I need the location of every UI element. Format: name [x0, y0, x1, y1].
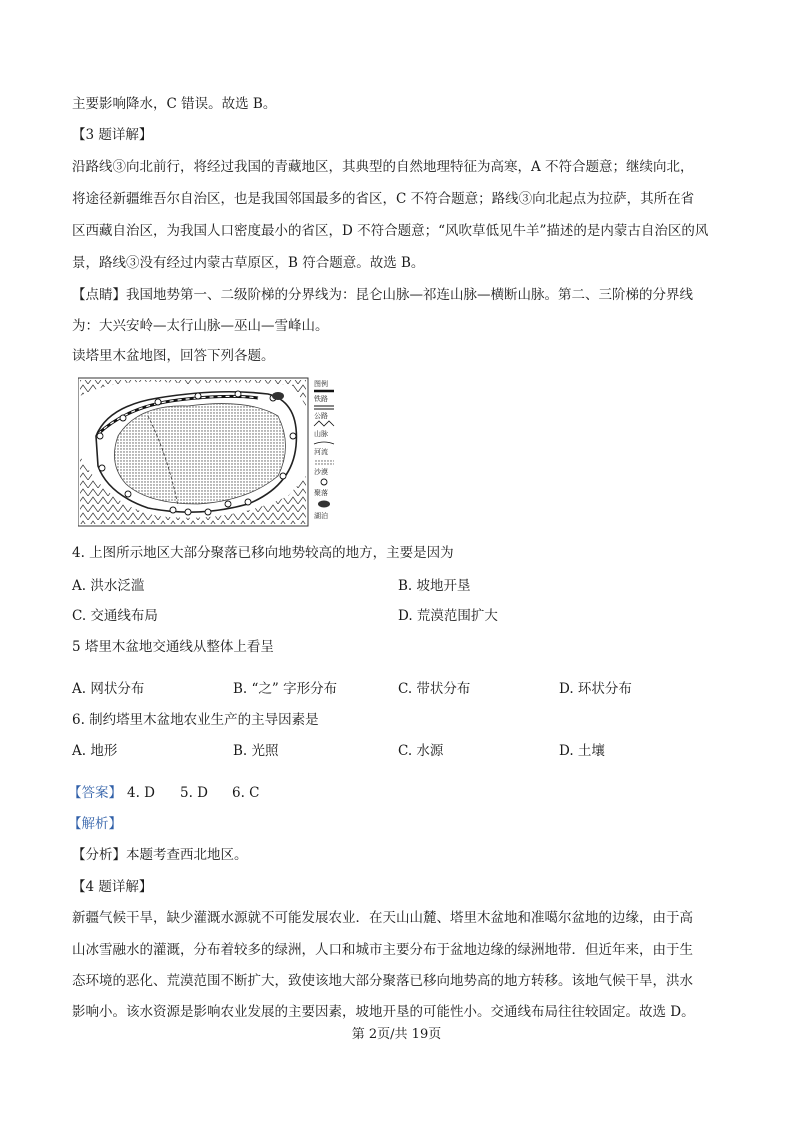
map-figure	[78, 376, 344, 528]
answer-4: 4. D	[127, 785, 155, 801]
legend-lake: 湖泊	[314, 512, 328, 520]
option-b: B. 光照	[233, 743, 279, 759]
section-heading: 【3 题详解】	[72, 127, 153, 143]
text-line: 态环境的恶化、荒漠范围不断扩大，致使该地大部分聚落已移向地势高的地方转移。该地气候干旱，洪水	[72, 973, 693, 989]
question-stem: 6. 制约塔里木盆地农业生产的主导因素是	[72, 712, 319, 728]
answer-6: 6. C	[232, 785, 260, 801]
map-legend	[314, 379, 334, 520]
page-footer: 第 2页/共 19页	[351, 1027, 442, 1042]
legend-railway: 铁路	[314, 395, 328, 403]
answer-5: 5. D	[180, 785, 208, 801]
analysis-fenxi: 【分析】本题考查西北地区。	[72, 847, 248, 863]
option-c: C. 水源	[398, 743, 444, 759]
option-a: A. 洪水泛滥	[72, 578, 145, 594]
legend-mountain: 山脉	[314, 430, 328, 438]
tarim-basin-map	[78, 376, 344, 528]
option-a: A. 网状分布	[72, 681, 145, 697]
text-line: 新疆气候干旱，缺少灌溉水源就不可能发展农业．在天山山麓、塔里木盆地和准噶尔盆地的边缘，由于高	[72, 910, 693, 926]
option-a: A. 地形	[72, 743, 118, 759]
legend-settlement: 聚落	[314, 489, 328, 497]
option-d: D. 荒漠范围扩大	[398, 608, 498, 624]
question-stem: 4. 上图所示地区大部分聚落已移向地势较高的地方，主要是因为	[72, 545, 454, 561]
text-line: 【点睛】我国地势第一、二级阶梯的分界线为：昆仑山脉—祁连山脉—横断山脉。第二、三阶梯的分界线	[72, 287, 693, 303]
text-line: 景，路线③没有经过内蒙古草原区，B 符合题意。故选 B。	[72, 255, 425, 271]
analysis-label: 【解析】	[68, 816, 122, 832]
legend-river: 河流	[314, 448, 328, 456]
text-line: 区西藏自治区，为我国人口密度最小的省区，D 不符合题意；“风吹草低见牛羊”描述的是内蒙古自治区的风	[72, 223, 709, 239]
text-line: 为：大兴安岭—太行山脉—巫山—雪峰山。	[72, 318, 329, 334]
legend-desert: 沙漠	[314, 468, 328, 476]
option-d: D. 土壤	[559, 743, 605, 759]
text-line: 沿路线③向北前行，将经过我国的青藏地区，其典型的自然地理特征为高寒，A 不符合题意；继续向北，	[72, 159, 694, 175]
text-line: 将途径新疆维吾尔自治区，也是我国邻国最多的省区，C 不符合题意；路线③向北起点为拉萨，其所在省	[72, 191, 695, 207]
answer-label: 【答案】	[68, 785, 122, 801]
option-c: C. 带状分布	[398, 681, 471, 697]
legend-title: 图例	[314, 380, 328, 388]
legend-road: 公路	[314, 412, 328, 420]
option-c: C. 交通线布局	[72, 608, 158, 624]
text-line: 山冰雪融水的灌溉，分布着较多的绿洲，人口和城市主要分布于盆地边缘的绿洲地带．但近年来，由于生	[72, 942, 693, 958]
text-line: 影响小。该水资源是影响农业发展的主要因素，坡地开垦的可能性小。交通线布局往往较固定。故选 D。	[72, 1004, 695, 1020]
question-stem: 5 塔里木盆地交通线从整体上看呈	[72, 639, 274, 655]
option-b: B. 坡地开垦	[398, 578, 471, 594]
text-line: 主要影响降水，C 错误。故选 B。	[72, 96, 277, 112]
section-heading: 【4 题详解】	[72, 879, 153, 895]
option-b: B. “之” 字形分布	[233, 681, 338, 697]
option-d: D. 环状分布	[559, 681, 632, 697]
text-line: 读塔里木盆地图，回答下列各题。	[72, 348, 275, 364]
